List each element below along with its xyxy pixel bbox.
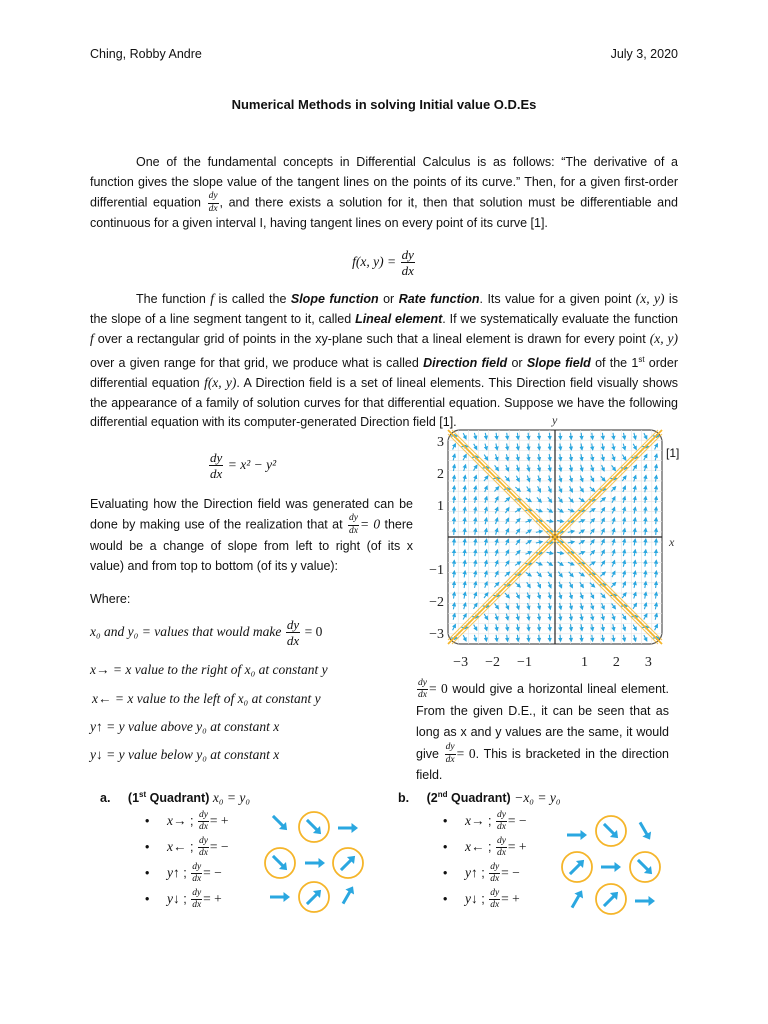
field-arrow <box>613 550 615 556</box>
field-arrow <box>622 476 626 481</box>
field-arrow <box>464 529 465 535</box>
field-arrow <box>633 625 636 631</box>
field-arrow <box>645 507 646 513</box>
field-arrow <box>634 550 635 556</box>
field-arrow <box>454 497 455 503</box>
field-arrow <box>453 603 454 609</box>
field-arrow <box>592 624 593 630</box>
field-arrow <box>485 539 486 545</box>
section-a-list <box>145 808 255 912</box>
field-arrow <box>581 614 582 620</box>
field-arrow <box>454 518 455 524</box>
y-tick-label: −2 <box>429 594 444 610</box>
field-arrow <box>454 560 455 566</box>
field-arrow <box>655 444 658 450</box>
field-arrow <box>475 571 476 577</box>
field-arrow <box>644 614 647 620</box>
field-arrow <box>495 604 499 609</box>
field-arrow <box>494 583 498 588</box>
field-arrow <box>539 624 540 630</box>
field-arrow <box>506 550 509 556</box>
x-tick-labels <box>453 655 652 670</box>
field-arrow <box>655 625 658 631</box>
field-arrow <box>517 454 518 460</box>
where-label: Where: <box>90 592 131 606</box>
field-arrow <box>602 444 603 450</box>
field-arrow <box>506 603 509 609</box>
y-tick-label: 3 <box>437 435 444 451</box>
list-item: • y↑ ; $\frac{dy}{dx}$ = − <box>443 861 520 885</box>
field-arrow <box>623 550 624 556</box>
field-arrow <box>581 635 582 641</box>
field-arrow <box>496 433 497 439</box>
field-arrow <box>495 561 497 567</box>
equation-slope-function: f(x, y) = $\frac{dy}{dx}$ <box>352 247 414 278</box>
field-arrow <box>634 507 635 513</box>
field-arrow <box>602 433 603 439</box>
y-tick-label: 2 <box>437 467 444 483</box>
field-arrow <box>560 433 561 439</box>
field-arrow <box>549 433 550 439</box>
field-arrow <box>516 476 519 482</box>
page-title: Numerical Methods in solving Initial value O.D.Es <box>231 97 537 112</box>
field-arrow <box>656 507 657 513</box>
field-arrow <box>634 560 635 566</box>
field-arrow <box>485 571 487 577</box>
list-item: • x→ ; $\frac{dy}{dx}$ = + <box>145 809 229 833</box>
field-arrow <box>454 550 455 556</box>
list-item: • x→ ; $\frac{dy}{dx}$ = − <box>443 809 527 833</box>
field-arrow <box>506 465 509 471</box>
field-arrow <box>633 465 637 470</box>
field-arrow <box>496 635 497 641</box>
field-arrow <box>474 593 476 599</box>
field-arrow <box>464 603 466 609</box>
field-arrow <box>560 635 561 641</box>
field-arrow <box>505 476 509 481</box>
field-arrow <box>623 624 625 630</box>
field-arrow <box>484 593 488 598</box>
field-arrow <box>453 625 456 631</box>
field-arrow <box>601 476 605 481</box>
direction-field-figure <box>418 412 690 674</box>
field-arrow <box>484 614 487 619</box>
field-arrow <box>474 465 478 470</box>
field-arrow <box>656 518 657 524</box>
field-arrow <box>633 444 636 450</box>
field-arrow <box>474 635 476 641</box>
field-arrow <box>475 560 476 566</box>
author-name: Ching, Robby Andre <box>90 47 202 61</box>
field-arrow <box>485 444 487 450</box>
field-arrow <box>656 571 657 577</box>
field-arrow <box>517 465 519 471</box>
field-arrow <box>581 465 583 471</box>
field-arrow <box>655 603 656 609</box>
x-tick-label: −1 <box>517 655 532 670</box>
field-arrow <box>623 507 625 513</box>
field-arrow <box>496 454 498 460</box>
field-arrow <box>655 454 657 460</box>
field-arrow <box>474 433 476 439</box>
field-arrow <box>454 529 455 535</box>
field-arrow <box>612 507 614 513</box>
field-arrow <box>644 603 646 609</box>
field-arrow <box>475 529 476 535</box>
field-arrow <box>656 497 657 503</box>
field-arrow <box>539 635 540 641</box>
field-arrow <box>517 444 518 450</box>
field-arrow <box>505 593 509 598</box>
field-arrow <box>622 614 625 619</box>
field-arrow <box>645 529 646 535</box>
list-item: • x← ; $\frac{dy}{dx}$ = + <box>443 835 527 859</box>
field-arrow <box>484 476 488 481</box>
field-arrow <box>581 476 583 482</box>
quadrant-1-arrow-diagram <box>258 805 378 915</box>
field-arrow <box>601 593 605 598</box>
field-arrow <box>634 476 636 482</box>
field-arrow <box>474 625 477 631</box>
field-arrow <box>623 529 624 535</box>
paragraph-intro <box>90 153 678 234</box>
field-arrow <box>464 571 465 577</box>
field-arrow <box>528 433 529 439</box>
field-arrow <box>581 593 583 599</box>
diagram-arrowhead <box>284 892 291 902</box>
field-arrow <box>613 518 615 524</box>
field-arrow <box>613 624 614 630</box>
field-arrow <box>601 508 605 513</box>
field-arrow <box>517 624 518 630</box>
field-arrow <box>496 624 497 630</box>
field-arrow <box>613 444 614 450</box>
diagram-arrowhead <box>649 896 656 906</box>
field-arrow <box>655 614 657 620</box>
field-arrow <box>655 465 656 471</box>
field-arrow <box>495 507 497 513</box>
field-arrow <box>623 561 625 567</box>
field-arrow <box>485 550 486 556</box>
field-arrow <box>464 497 465 503</box>
figure-caption: $\frac{dy}{dx}$ = 0 would give a horizontal lineal element. From the given D.E., it can be seen that as long as x and y values are the same, it would give $\frac{dy}{dx}$ = 0. This is bracketed in the direction field. <box>416 677 669 783</box>
field-arrow <box>634 593 636 599</box>
list-item: • x← ; $\frac{dy}{dx}$ = − <box>145 835 229 859</box>
field-arrow <box>485 635 486 641</box>
field-arrow <box>464 465 466 471</box>
field-arrow <box>612 465 616 470</box>
field-arrow <box>527 593 529 599</box>
field-arrow <box>634 433 636 439</box>
field-arrow <box>602 614 604 620</box>
field-arrow <box>645 550 646 556</box>
field-arrow <box>464 518 465 524</box>
field-arrow <box>634 635 636 641</box>
x-tick-label: 3 <box>644 655 652 670</box>
field-arrow <box>549 635 550 641</box>
field-arrow <box>474 444 477 450</box>
field-arrow <box>464 550 465 556</box>
field-arrow <box>622 455 625 460</box>
field-arrow <box>613 433 614 439</box>
field-arrow <box>634 529 635 535</box>
field-arrow <box>633 603 637 608</box>
field-arrow <box>602 603 605 609</box>
field-arrow <box>623 539 624 545</box>
field-arrow <box>516 593 519 599</box>
field-arrow <box>601 550 604 556</box>
y-axis-label: y <box>552 413 558 427</box>
dydx-fraction: $\frac{dy}{dx}$ <box>208 191 218 214</box>
field-arrow <box>507 444 508 450</box>
y-tick-labels <box>429 435 444 642</box>
field-arrow <box>475 539 476 545</box>
field-arrow <box>507 635 508 641</box>
y-tick-label: −1 <box>429 562 444 578</box>
field-arrow <box>602 454 604 460</box>
field-arrow <box>453 614 455 620</box>
field-arrow <box>571 433 572 439</box>
field-arrow <box>623 497 625 503</box>
field-arrow <box>517 614 518 620</box>
field-arrow <box>623 444 625 450</box>
field-arrow <box>517 635 518 641</box>
field-arrow <box>517 603 519 609</box>
field-arrow <box>464 539 465 545</box>
field-arrow <box>539 433 540 439</box>
field-arrow <box>475 550 476 556</box>
field-arrow <box>454 507 455 513</box>
list-item: • y↓ ; $\frac{dy}{dx}$ = + <box>145 887 222 911</box>
field-arrow <box>453 444 456 450</box>
definition-x-right: x→ = x value to the right of x₀ at constant y <box>90 662 328 677</box>
x-tick-label: 1 <box>580 655 588 670</box>
field-arrow <box>495 571 498 577</box>
field-arrow <box>539 444 540 450</box>
field-arrow <box>645 571 646 577</box>
field-arrow <box>505 561 509 566</box>
field-arrow <box>634 539 635 545</box>
list-item: • y↑ ; $\frac{dy}{dx}$ = − <box>145 861 222 885</box>
field-arrow <box>571 444 572 450</box>
field-arrow <box>484 455 487 460</box>
field-arrow <box>644 465 646 471</box>
field-arrow <box>464 560 465 566</box>
field-arrow <box>612 497 615 503</box>
field-arrow <box>528 603 530 609</box>
field-arrow <box>463 455 466 461</box>
field-arrow <box>591 465 593 471</box>
section-b-heading: b. (2nd Quadrant) −x₀ = y₀ <box>398 790 561 806</box>
field-arrow <box>656 529 657 535</box>
document-date: July 3, 2020 <box>610 47 678 61</box>
field-arrow <box>622 593 626 598</box>
field-arrow <box>581 444 582 450</box>
field-arrow <box>634 497 635 503</box>
field-arrow <box>623 518 624 524</box>
field-arrow <box>474 476 476 482</box>
quadrant-2-arrow-diagram <box>555 805 675 915</box>
section-b-list <box>443 808 553 912</box>
field-arrow <box>463 614 466 620</box>
diagram-arrowhead <box>352 823 359 833</box>
diagram-arrowhead <box>615 862 622 872</box>
field-arrow <box>474 603 478 608</box>
field-arrow <box>634 571 635 577</box>
field-arrow <box>592 433 593 439</box>
field-arrow <box>495 497 498 503</box>
field-arrow <box>602 465 605 471</box>
field-arrow <box>612 561 614 567</box>
field-arrow <box>528 635 529 641</box>
field-arrow <box>624 635 625 641</box>
field-arrow <box>496 518 498 524</box>
field-arrow <box>611 583 615 588</box>
field-arrow <box>475 518 476 524</box>
field-arrow <box>453 465 454 471</box>
field-arrow <box>612 604 616 609</box>
field-arrow <box>463 635 466 641</box>
field-arrow <box>475 497 476 503</box>
field-arrow <box>581 454 582 460</box>
field-arrow <box>453 454 455 460</box>
field-arrow <box>475 507 476 513</box>
field-arrow <box>613 635 614 641</box>
field-arrow <box>656 560 657 566</box>
field-arrow <box>634 518 635 524</box>
field-arrow <box>505 508 509 513</box>
field-arrow <box>485 433 486 439</box>
definition-y-up: y↑ = y value above y₀ at constant x <box>90 719 280 734</box>
paragraph-evaluating: Evaluating how the Direction field was generated can be done by making use of the realization that at $\frac{dy}{dx}$ = 0 there would be a change of slope from left to right (of its x value) and from top to bottom (of its y value): <box>90 497 413 573</box>
field-arrow <box>507 433 508 439</box>
figure-reference: [1] <box>666 446 680 460</box>
x-tick-label: 2 <box>612 655 620 670</box>
field-arrow <box>644 433 647 439</box>
field-arrow <box>591 603 593 609</box>
field-arrow <box>506 454 508 460</box>
field-arrow <box>602 635 603 641</box>
field-arrow <box>592 635 593 641</box>
field-arrow <box>592 454 593 460</box>
field-arrow <box>463 433 466 439</box>
field-arrow <box>485 561 487 567</box>
field-arrow <box>528 465 530 471</box>
field-arrow <box>517 433 518 439</box>
field-arrow <box>494 487 498 492</box>
field-arrow <box>591 593 594 599</box>
field-arrow <box>656 539 657 545</box>
x-tick-label: −2 <box>485 655 501 670</box>
definition-x-left: x← = x value to the left of x₀ at constant y <box>92 691 321 706</box>
field-arrow <box>485 497 487 503</box>
field-arrow <box>485 624 487 630</box>
field-arrow <box>571 624 572 630</box>
field-arrow <box>644 635 647 641</box>
x-tick-label: −3 <box>453 655 469 670</box>
field-arrow <box>528 624 529 630</box>
field-arrow <box>602 624 603 630</box>
field-arrow <box>485 529 486 535</box>
field-arrow <box>601 561 605 566</box>
paragraph-direction-field: The function f is called the Slope function or Rate function. Its value for a given point (x, y) is the slope of a line segment tangent to it, called Lineal element. If we systematically evaluate the function f over a rectangular grid of points in the xy-plane such that a lineal element is drawn for every point (x, y) over a given range for that grid, we produce what is called Direction field or Slope field of the 1st order differential equation f(x, y). A Direction field is a set of lineal elements. This Direction field visually shows the appearance of a family of solution curves for that differential equation. Suppose we have the following differential equation with its computer-generated Direction field [1]. <box>90 291 678 430</box>
definition-y-down: y↓ = y value below y₀ at constant x <box>90 747 280 762</box>
field-arrow <box>485 518 486 524</box>
equation-ode: $\frac{dy}{dx}$ = x² − y² <box>210 450 277 481</box>
intro-text-cont: , and there exists a solution for it, then that solution must be differentiable and continuous for a given interval I, having tangent lines on every point of its curve [1]. <box>90 195 679 230</box>
definition-x0-y0: x₀ and y₀ = values that would make $\frac{dy}{dx}$ = 0 <box>90 617 323 648</box>
field-arrow <box>506 614 508 620</box>
field-arrow <box>612 614 614 620</box>
x-axis-label: x <box>669 535 675 549</box>
field-arrow <box>645 518 646 524</box>
field-arrow <box>645 539 646 545</box>
field-arrow <box>611 487 615 492</box>
field-arrow <box>623 571 625 577</box>
y-tick-label: 1 <box>437 499 444 515</box>
field-arrow <box>601 518 604 524</box>
field-arrow <box>612 571 615 577</box>
intro-text: One of the fundamental concepts in Differential Calculus is as follows: “The derivative of a function gives the slope value of the tangent lines on the points of its curve.” Then, for a given first-order differential equation <box>90 155 678 210</box>
field-arrow <box>454 539 455 545</box>
field-arrow <box>624 433 625 439</box>
field-arrow <box>592 614 593 620</box>
field-arrow <box>464 507 465 513</box>
field-arrow <box>645 497 646 503</box>
field-arrow <box>612 454 614 460</box>
diagram-arrowhead <box>319 858 326 868</box>
field-arrow <box>527 476 529 482</box>
field-arrow <box>645 560 646 566</box>
field-arrow <box>496 550 498 556</box>
direction-field-plot <box>418 412 690 674</box>
field-arrow <box>496 614 498 620</box>
field-arrow <box>571 635 572 641</box>
field-arrow <box>591 476 594 482</box>
field-arrow <box>581 433 582 439</box>
field-arrow <box>495 465 499 470</box>
field-arrow <box>496 444 497 450</box>
field-arrow <box>644 455 647 461</box>
field-arrow <box>592 444 593 450</box>
field-arrow <box>454 571 455 577</box>
field-arrow <box>581 603 583 609</box>
section-a-heading: a. (1st Quadrant) x₀ = y₀ <box>100 790 251 806</box>
field-arrow <box>507 624 508 630</box>
field-arrow <box>581 624 582 630</box>
field-arrow <box>485 507 487 513</box>
y-tick-label: −3 <box>429 626 444 642</box>
list-item: • y↓ ; $\frac{dy}{dx}$ = + <box>443 887 520 911</box>
field-arrow <box>528 444 529 450</box>
field-arrow <box>528 614 529 620</box>
field-arrow <box>528 454 529 460</box>
field-arrow <box>506 518 509 524</box>
diagram-arrowhead <box>581 830 588 840</box>
field-arrow <box>656 550 657 556</box>
